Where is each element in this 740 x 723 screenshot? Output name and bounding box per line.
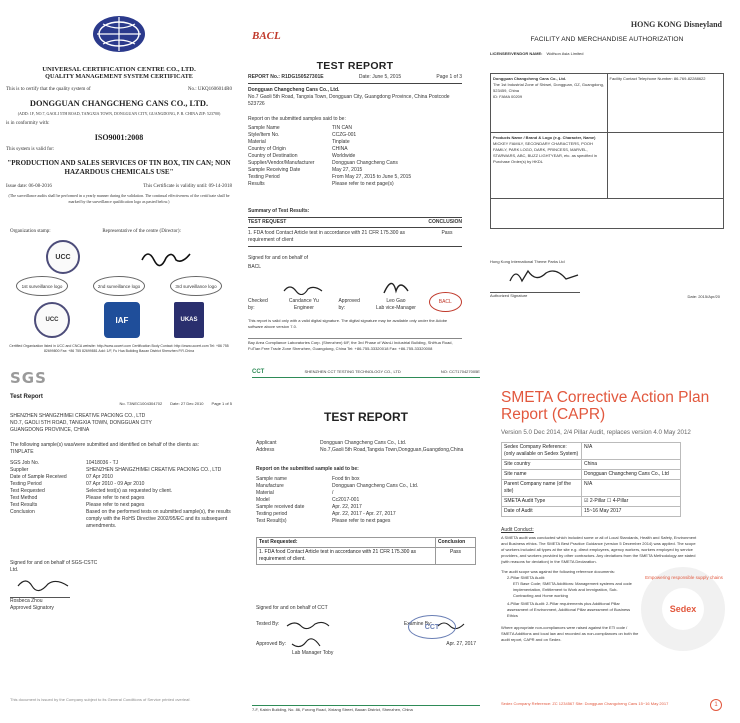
audit-body-4: ETI Base Code; SMETA Additions: Management systems and code implementation, Entitlement to Work and Immigration, Sub-Contracting and Home working xyxy=(513,581,632,598)
auth-date: Date: 2015/Apr/20 xyxy=(687,294,720,299)
table-value: China xyxy=(582,460,681,470)
hkdl-signature xyxy=(506,265,586,287)
licensee-value: Wolfson Asia Limited xyxy=(546,51,584,56)
sample-fields xyxy=(10,460,232,530)
table-value: Dongguan Changcheng Cans Co., Ltd xyxy=(582,470,681,480)
field-label: Manufacture xyxy=(256,483,284,489)
hkdl-authorization xyxy=(486,6,728,358)
examine-by-label: Examine By: xyxy=(403,620,432,627)
surveillance-logo-1: 1st surveillance logo xyxy=(16,276,68,296)
col-test-requested: Test Requested: xyxy=(257,538,436,548)
field-value: Based on the performed tests on submitted sample(s), the results comply with the RoHS Directive 2002/95/EC and its subsequent amendments. xyxy=(86,509,231,529)
checked-role: Engineer xyxy=(293,305,314,311)
report-title: TEST REPORT xyxy=(323,410,408,424)
field-label: Supplier xyxy=(10,467,29,473)
tested-signature xyxy=(283,618,333,630)
col-conclusion: Conclusion xyxy=(436,538,476,548)
sample-intro: Report on the submitted sample said to be: xyxy=(256,466,359,472)
ucc-certificate xyxy=(6,6,232,358)
bacl-footer: Bay Area Compliance Laboratories Corp. (Shenzhen) 6/F, the 3rd Phase of WanLi Industrial Building, ShiHua Road, FuTian Free Trade Zone Shenzhen, Guangdong, China Tel: +86-755-33320018 Fax: +86-755-33320008 xyxy=(248,338,462,352)
cct-test-report xyxy=(248,365,484,717)
scope: "PRODUCTION AND SALES SERVICES OF TIN BOX, TIN CAN; NON HAZARDOUS CHEMICALS USE" xyxy=(7,159,231,176)
authorized-org: Hong Kong International Theme Parks Ltd xyxy=(490,259,565,264)
applicant-label: Applicant xyxy=(256,440,277,446)
applicant-value: Dongguan Changcheng Cans Co., Ltd. xyxy=(320,440,407,446)
field-label: Country of Destination xyxy=(248,153,298,159)
field-label: Testing Period xyxy=(10,481,42,487)
address-value: No.7,Gaoli 5th Road,Tangxia Town,Dongguan,Guangdong,China xyxy=(320,447,464,453)
signed-org: BACL xyxy=(248,264,262,270)
signature-label: Authorized Signature xyxy=(490,292,580,299)
approved-name: Leo Gao xyxy=(386,298,406,304)
surveillance-logo-3: 3rd surveillance logo xyxy=(170,276,222,296)
table-row xyxy=(502,497,681,507)
table-row xyxy=(502,443,681,460)
table-label: Site country xyxy=(502,460,582,470)
rep-label: Representative of the centre (Director): xyxy=(102,229,181,234)
table-value: N/A xyxy=(582,443,681,460)
test-request-text: 1. FDA food Contact Article test in accordance with 21 CFR 175.300 as requirement of client. xyxy=(257,548,436,565)
company-address: (ADD: 1F, NO.7, GAOLI 5TH ROAD, TANGXIA TOWN, DONGGUAN CITY, GUANGDONG, P. R. CHINA ZIP: 523700) xyxy=(17,111,221,116)
iaf-seal: IAF xyxy=(104,302,140,338)
client-address: NO.7, GAOLI 5TH ROAD, TANGXIA TOWN, DONGGUAN CITY GUANGDONG PROVINCE, CHINA xyxy=(10,420,152,433)
approved-label: Approved By: xyxy=(256,640,287,647)
table-row xyxy=(502,460,681,470)
field-row xyxy=(10,467,232,474)
capr-title-line1: SMETA Corrective Action Plan xyxy=(501,389,710,406)
cert-number: No.: UKQ1606014R0 xyxy=(187,87,232,92)
field-label: Test Result(s) xyxy=(256,518,287,524)
field-value: Tinplate xyxy=(332,139,350,145)
field-label: Supplier/Vendor/Manufacturer xyxy=(248,160,315,166)
cct-header-org: SHENZHEN CCT TESTING TECHNOLOGY CO., LTD xyxy=(304,369,401,374)
table-row xyxy=(502,507,681,517)
field-row xyxy=(10,481,232,488)
issue-date: Issue date: 06-08-2016 xyxy=(6,184,52,189)
table-value: ☑ 2-Pillar ☐ 4-Pillar xyxy=(582,497,681,507)
table-row xyxy=(502,470,681,480)
field-row xyxy=(256,497,476,504)
capr-title-line2: Report (CAPR) xyxy=(501,406,606,423)
facility-name: Dongguan Changcheng Cans Co., Ltd. xyxy=(493,76,567,81)
capr-footer: Sedex Company Reference: ZC 1234567 Site: Dongguan Changcheng Cans 15~16 May 2017 xyxy=(501,701,669,706)
cct-logo: CCT xyxy=(252,369,265,375)
signed-label: Signed for and on behalf of CCT xyxy=(256,605,328,611)
ucc-globe-logo xyxy=(89,14,149,60)
sgs-logo: SGS xyxy=(10,369,47,387)
field-row xyxy=(248,167,462,174)
approved-by-label: Approved by: xyxy=(338,298,360,311)
checked-name: Candance Yu xyxy=(288,298,319,304)
audit-body-2: The audit scope was against the following reference documents: xyxy=(501,569,615,574)
signer-role: Approved Signatory xyxy=(10,605,54,611)
table-label: Date of Audit xyxy=(502,507,582,517)
field-row xyxy=(248,153,462,160)
field-label: Model xyxy=(256,497,270,503)
field-row xyxy=(10,502,232,509)
field-row xyxy=(10,460,232,467)
sample-fields xyxy=(248,125,462,188)
field-value: Worldwide xyxy=(332,153,356,159)
field-value: Apr. 22, 2017 - Apr. 27, 2017 xyxy=(332,511,396,517)
field-row xyxy=(10,495,232,502)
field-label: Country of Origin xyxy=(248,146,286,152)
field-label: Sample Receiving Date xyxy=(248,167,301,173)
field-label: Style/Item No. xyxy=(248,132,280,138)
field-row xyxy=(256,483,476,490)
facility-address: The 1st Industrial Zone of Shiwei, Dongguan, GZ, Guangdong, 523459, China xyxy=(493,82,604,93)
field-label: Sample name xyxy=(256,476,287,482)
signed-label: Signed for and on behalf of SGS-CSTC Ltd. xyxy=(10,560,98,573)
field-label: Test Requested xyxy=(10,488,45,494)
field-value: SHENZHEN SHANGZHIMEI CREATIVE PACKING CO., LTD xyxy=(86,467,222,473)
facility-contact: Facility Contact Telephone Number: 86-769-82288622 xyxy=(609,76,706,81)
report-title: Test Report xyxy=(10,394,43,400)
field-value: Please refer to next pages xyxy=(86,495,145,501)
ucc-stamp: UCC xyxy=(46,240,80,274)
field-value: 07 Apr 2010 - 09 Apr 2010 xyxy=(86,481,145,487)
field-value: Selected test(s) as requested by client. xyxy=(86,488,173,494)
report-date: Apr. 27, 2017 xyxy=(446,640,476,647)
checked-by-label: Checked by: xyxy=(248,298,268,311)
auth-heading: FACILITY AND MERCHANDISE AUTHORIZATION xyxy=(530,36,684,43)
summary-heading: Summary of Test Results: xyxy=(248,208,310,214)
sgs-signature xyxy=(14,574,74,592)
table-label: Sedex Company Reference: (only available on Sedex System) xyxy=(502,443,582,460)
cct-stamp: CCT xyxy=(408,615,456,639)
field-value: May 27, 2015 xyxy=(332,167,363,173)
field-row xyxy=(256,511,476,518)
conclusion-value: Pass xyxy=(436,548,476,565)
surveillance-logo-2: 2nd surveillance logo xyxy=(93,276,145,296)
audit-body-5: 4-Pillar SMETA Audit: 2-Pillar requirements plus Additional Pillar assessment of Environment, Additional Pillar assessment of Business Ethics xyxy=(507,601,631,618)
audit-body-3: 2-Pillar SMETA Audit: xyxy=(507,575,545,580)
field-value: / xyxy=(332,490,334,496)
field-value: Please refer to next pages xyxy=(86,502,145,508)
ukas-seal: UKAS xyxy=(174,302,204,338)
cert-type: QUALITY MANAGEMENT SYSTEM CERTIFICATE xyxy=(45,73,193,80)
field-label: Test Results xyxy=(10,502,38,508)
field-value: CCZG-001 xyxy=(332,132,357,138)
sample-intro: The following sample(s) was/were submitted and identified on behalf of the clients as: xyxy=(10,442,199,448)
test-request-table xyxy=(256,537,476,565)
field-value: TIN CAN xyxy=(332,125,352,131)
address-label: Address xyxy=(256,447,275,453)
audit-body-6: Where appropriate non-compliances were raised against the ETI code / SMETA Additions and local law and recorded as non-compliances on both the audit report, CAPR and on Sedex. xyxy=(501,625,639,642)
standard: ISO9001:2008 xyxy=(94,133,144,142)
field-row xyxy=(10,474,232,481)
report-page: Page 1 of 3 xyxy=(436,74,462,80)
client-name: Dongguan Changcheng Cans Co., Ltd. xyxy=(248,87,340,93)
field-value: Please refer to next page(s) xyxy=(332,181,394,187)
field-label: Sample Name xyxy=(248,125,280,131)
conclusion-value: Pass xyxy=(441,230,453,236)
bacl-stamp: BACL xyxy=(429,292,462,312)
validity-date: This Certificate is validity until: 09-14-2018 xyxy=(143,184,232,189)
checked-signature xyxy=(282,283,326,295)
field-row xyxy=(248,160,462,167)
report-title: TEST REPORT xyxy=(316,60,394,72)
sedex-ring-text: Empowering responsible supply chains xyxy=(645,575,723,580)
approved-signature xyxy=(290,638,330,650)
field-value: From May 27, 2015 to June 5, 2015 xyxy=(332,174,412,180)
client-address: No.7 Gaoli 5th Road, Tangxia Town, Dongguan City, Guangdong Province, China Postcode 523726 xyxy=(248,94,450,107)
table-value: 15~16 May 2017 xyxy=(582,507,681,517)
sgs-footer: This document is issued by the Company subject to its General Conditions of Service printed overleaf. xyxy=(10,697,191,702)
field-label: Sample received date xyxy=(256,504,305,510)
audit-info-table xyxy=(501,442,681,517)
table-value: N/A xyxy=(582,480,681,497)
company-name: DONGGUAN CHANGCHENG CANS CO., LTD. xyxy=(29,99,209,108)
field-value: 10418036 - TJ xyxy=(86,460,119,466)
field-value: Food tin box xyxy=(332,476,360,482)
table-label: Site name xyxy=(502,470,582,480)
sample-name: TINPLATE xyxy=(10,449,34,455)
bacl-logo: BACL xyxy=(252,30,281,42)
sample-fields xyxy=(256,476,476,525)
field-value: Apr. 22, 2017 xyxy=(332,504,362,510)
sedex-logo: Sedex xyxy=(662,588,704,630)
field-row xyxy=(248,174,462,181)
field-value: Dongguan Changcheng Cans xyxy=(332,160,398,166)
field-row xyxy=(248,125,462,132)
smeta-capr xyxy=(493,369,736,717)
field-label: Results xyxy=(248,181,265,187)
table-label: SMETA Audit Type xyxy=(502,497,582,507)
products-value: MICKEY FAMILY, SECONDARY CHARACTERS, POOH FAMILY, PARK LOGO, DARK, PRINCESS, MARVEL, STARWARS, ABC, BUZZ LIGHTYEAR, etc. as specified in Purchase Order(s) by HKDL xyxy=(493,141,597,164)
field-value: CHINA xyxy=(332,146,348,152)
approved-role: Lab vice-Manager xyxy=(375,305,416,311)
field-value: Cc2017-001 xyxy=(332,497,360,503)
report-date: Date: 27 Dec 2010 xyxy=(170,401,204,406)
sgs-test-report xyxy=(4,365,238,717)
field-label: Test Method xyxy=(10,495,38,501)
report-number: No. T3NEC1004304702 xyxy=(119,401,163,406)
cct-footer: 7-F, Kaixin Building, No. 86, Furong Road, Xixiang Street, Baoan District, Shenzhen, China xyxy=(252,705,480,713)
report-page: Page 1 of 5 xyxy=(211,401,232,406)
ucc-footer: Certified Organization listed in UCC and CNCA website: http://www.uccert.com Certification Body Contact: http://www.uccert.com Tel: +86 755 82699800 Fax: +86 755 82699881 Add: 1/F, Fu Hua Building Baoan District Shenzhen P.R.China xyxy=(9,344,229,353)
field-row xyxy=(248,181,462,188)
capr-version: Version 5.0 Dec 2014, 2/4 Pillar Audit, replaces version 4.0 May 2012 xyxy=(501,429,691,436)
field-value: Please refer to next pages xyxy=(332,518,391,524)
col-conclusion: CONCLUSION xyxy=(428,219,462,225)
org-title: UNIVERSAL CERTIFICATION CENTRE CO., LTD. xyxy=(42,66,196,73)
signer-name: Rosbeca Zhou xyxy=(10,597,70,605)
cct-report-number: NO: CCT170427005E xyxy=(440,369,480,374)
director-signature xyxy=(138,246,198,268)
field-row xyxy=(256,518,476,525)
field-row xyxy=(248,146,462,153)
tested-by-label: Tested By: xyxy=(256,620,280,627)
field-row xyxy=(256,504,476,511)
report-number: REPORT No.: R1DG150527301E xyxy=(248,74,324,80)
audit-conduct-label: Audit Conduct: xyxy=(501,527,534,533)
test-request-text: 1. FDA food Contact Article test in accordance with 21 CFR 175.300 as requirement of client xyxy=(248,230,406,243)
sample-intro: Report on the submitted samples said to be: xyxy=(248,116,346,122)
products-label: Products Name / Brand & Logo (e.g. Character, Name) xyxy=(493,135,596,140)
licensee-label: LICENSEE/VENDOR NAME: xyxy=(490,51,543,56)
field-value: Dongguan Changcheng Cans Co., Ltd. xyxy=(332,483,419,489)
field-value: 07 Apr 2010 xyxy=(86,474,113,480)
surveillance-note: (The surveillance audits shall be performed in a yearly manner during the validation. The continual effectiveness of the certificate shall be marked by the surveillance qualification logo as pasted below.) xyxy=(8,193,230,204)
valid-for-label: This system is valid for: xyxy=(6,147,55,152)
field-row xyxy=(248,132,462,139)
approved-signature xyxy=(374,275,418,295)
field-row xyxy=(10,509,232,530)
field-label: Testing Period xyxy=(248,174,280,180)
field-row xyxy=(256,476,476,483)
field-label: Material xyxy=(248,139,266,145)
field-row xyxy=(10,488,232,495)
bacl-test-report xyxy=(244,6,466,358)
page-number: 1 xyxy=(710,699,722,711)
conformity-label: is in conformity with: xyxy=(6,121,50,126)
field-label: Conclusion xyxy=(10,509,35,515)
field-row xyxy=(256,490,476,497)
field-row xyxy=(248,139,462,146)
lab-manager: Lab Manager Toby xyxy=(292,650,334,656)
facility-id: ID: FAMA 00209 xyxy=(493,94,523,99)
col-test-request: TEST REQUEST xyxy=(248,219,287,225)
disclaimer: This report is valid only with a valid digital signature. The digital signature may be available only under the Adobe software above version 7.0. xyxy=(248,318,448,329)
field-label: SGS Job No. xyxy=(10,460,40,466)
field-label: Material xyxy=(256,490,274,496)
report-date: Date: June 5, 2015 xyxy=(358,74,402,80)
org-stamp-label: Organization stamp: xyxy=(10,229,51,234)
table-row xyxy=(502,480,681,497)
field-label: Date of Sample Received xyxy=(10,474,67,480)
field-label: Testing period xyxy=(256,511,288,517)
audit-body-1: A SMETA audit was conducted which included some or all of Local Standards, Health and Safety, Environment and Business ethics. The SMETA Best Practice Guidance (version 5 December 2014) was applied. The scope of workers included all types at the site e.g. direct employees, agency workers, workers employed by service providers, and workers provided by other contractors. Any deviations from the SMETA Methodology are stated (with reasons for deviation) in the SMETA Declaration. xyxy=(501,535,697,564)
client-name: SHENZHEN SHANGZHIMEI CREATIVE PACKING CO., LTD xyxy=(10,413,146,419)
hkdl-logo: HONG KONG Disneyland xyxy=(630,20,722,29)
cert-intro: This is to certify that the quality system of xyxy=(6,87,91,92)
table-label: Parent Company name (of the site) xyxy=(502,480,582,497)
signed-label: Signed for and on behalf of xyxy=(248,255,309,261)
iso9001-ucc-seal: UCC xyxy=(34,302,70,338)
